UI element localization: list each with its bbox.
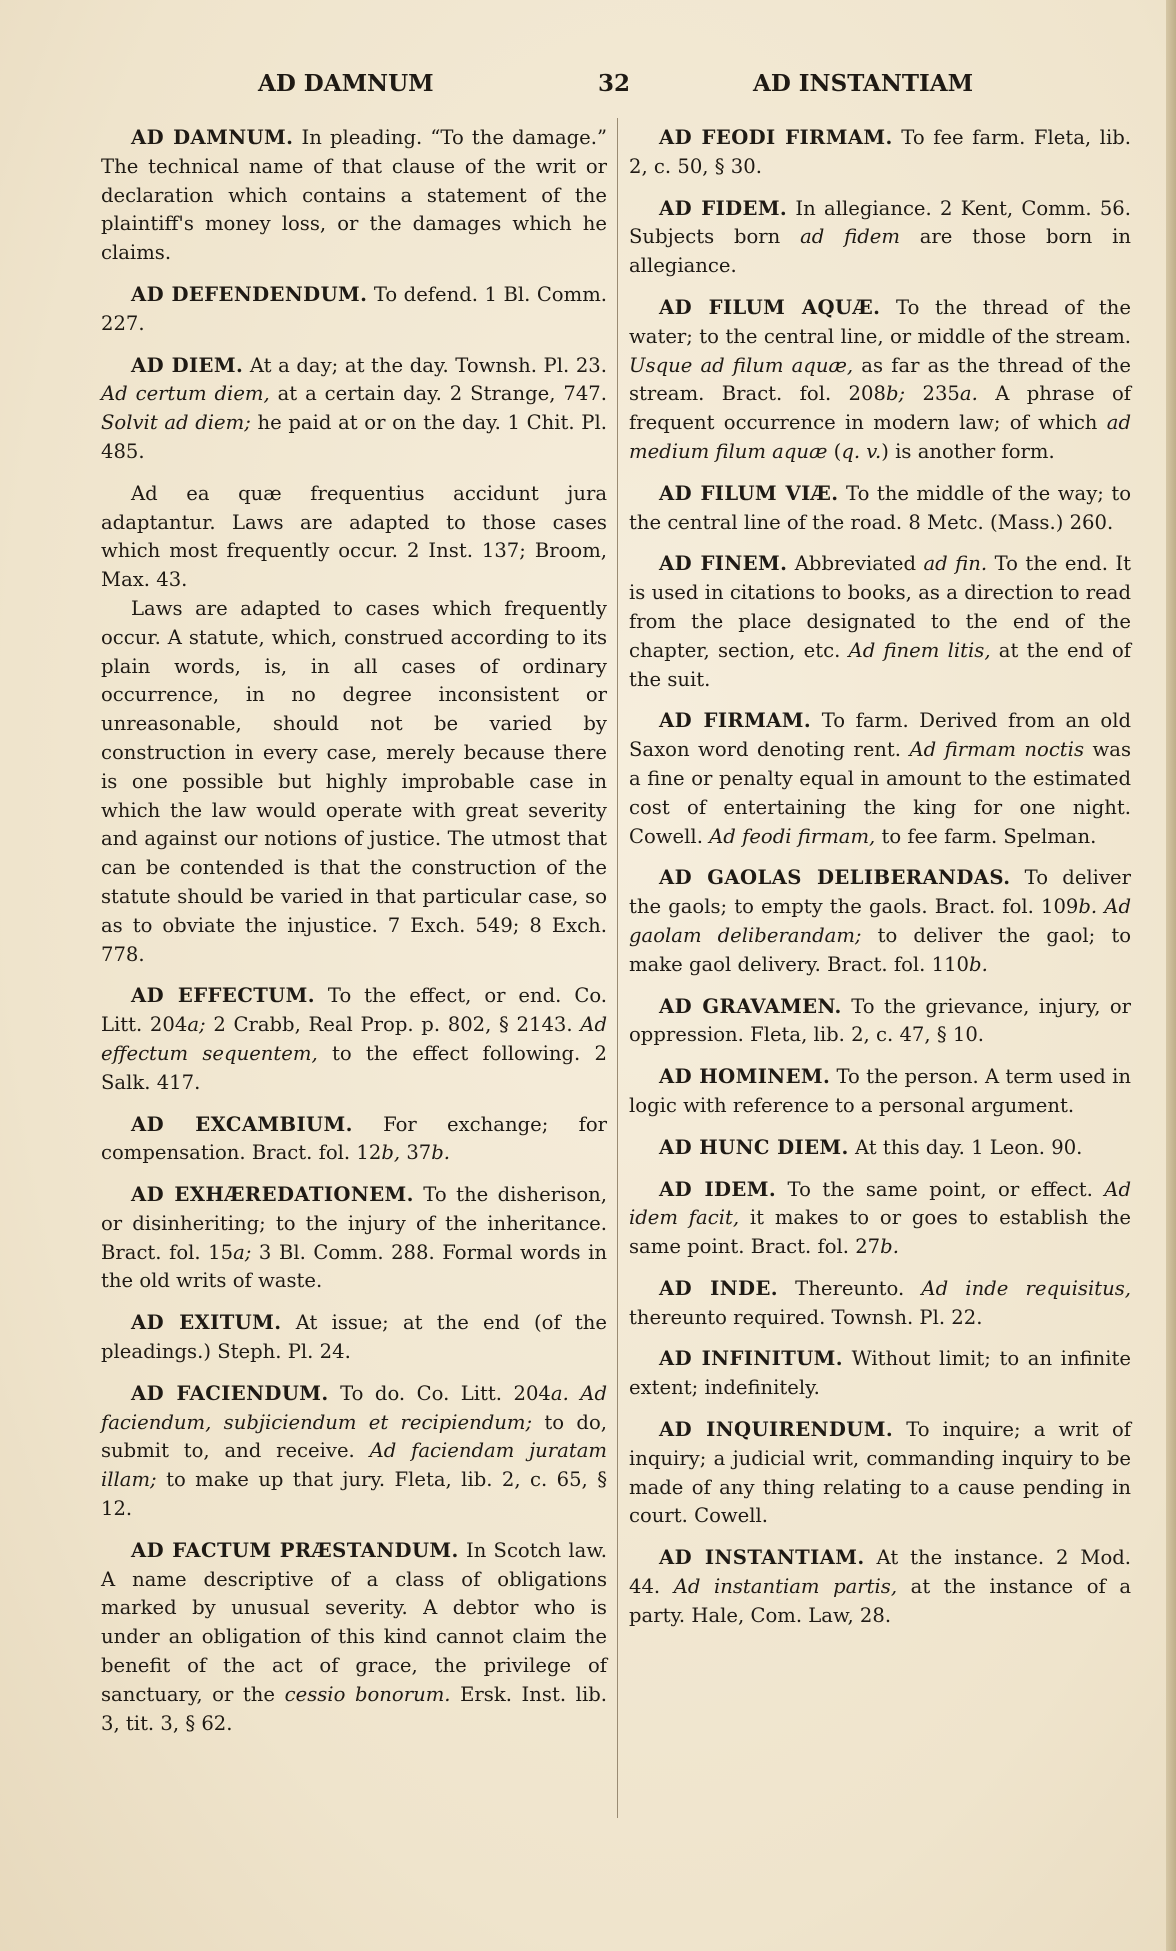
entry-text: At the instance. 2 Mod. 44.	[629, 1546, 1132, 1599]
dictionary-entry	[101, 352, 607, 467]
dictionary-entry	[101, 480, 607, 595]
entry-italic-text: Ad instantiam partis,	[673, 1575, 898, 1599]
entry-text: To the end. It is used in citations to books, as a direction to read from the place designated to the end of the chapter, section, etc.	[629, 552, 1132, 662]
entry-text: Abbreviated	[787, 552, 924, 576]
entry-text: at the end of the suit.	[629, 638, 1131, 691]
entry-italic-text: Ad feodi firmam,	[709, 824, 876, 848]
entry-text: thereunto required. Townsh. Pl. 22.	[629, 1305, 983, 1329]
entry-headword: AD FILUM AQUÆ.	[659, 295, 881, 319]
entry-text: To deliver the gaols; to empty the gaols. Bract. fol. 109	[629, 866, 1131, 919]
dictionary-entry	[101, 982, 607, 1097]
entry-headword: AD DIEM.	[131, 353, 244, 377]
entry-text: as far as the thread of the stream. Bract. fol. 208	[629, 353, 1132, 406]
entry-text: at a certain day. 2 Strange, 747.	[269, 382, 607, 406]
entry-headword: AD HOMINEM.	[659, 1065, 831, 1089]
dictionary-entry	[629, 1134, 1131, 1163]
entry-headword: AD HUNC DIEM.	[659, 1135, 849, 1159]
entry-italic-text: a;	[233, 1240, 252, 1264]
left-column	[101, 124, 607, 1751]
dictionary-entry	[629, 707, 1131, 851]
entry-italic-text: Ad certum diem,	[101, 382, 270, 406]
entry-text: ) is another form.	[881, 439, 1055, 463]
entry-italic-text: Usque ad filum aquæ,	[629, 353, 854, 377]
entry-italic-text: Ad faciendam juratam illam;	[101, 1439, 607, 1492]
entry-text: 3 Bl. Comm. 288. Formal words in the old writs of waste.	[101, 1240, 607, 1293]
dictionary-entry	[629, 1063, 1131, 1121]
entry-text: Thereunto.	[778, 1276, 922, 1300]
entry-headword: AD EFFECTUM.	[131, 984, 315, 1008]
entry-text: it makes to or goes to establish the same point. Bract. fol. 27	[629, 1206, 1131, 1259]
entry-headword: AD IDEM.	[659, 1177, 777, 1201]
dictionary-entry	[101, 1380, 607, 1524]
entry-text: To do. Co. Litt. 204	[328, 1381, 551, 1405]
entry-italic-text: Ad firmam noctis	[909, 738, 1085, 762]
right-column	[629, 124, 1131, 1644]
entry-text: In Scotch law. A name descriptive of a class of obligations marked by unusual severity. A debtor who is under an obligation of this kind cannot claim the benefit of the act of grace, the privilege of sanctuary, or the	[101, 1538, 608, 1706]
entry-text: For exchange; for compensation. Bract. fol. 12	[101, 1112, 607, 1165]
entry-headword: AD FEODI FIRMAM.	[659, 126, 893, 149]
entry-text: At issue; at the end (of the pleadings.) Steph. Pl. 24.	[101, 1311, 608, 1364]
entry-text: (	[827, 439, 842, 463]
entry-text: To inquire; a writ of inquiry; a judicial writ, commanding inquiry to be made of any thing relating to a cause pending in court. Cowell.	[629, 1418, 1131, 1528]
entry-italic-text: a;	[187, 1013, 206, 1037]
entry-text: At a day; at the day. Townsh. Pl. 23.	[243, 353, 607, 377]
dictionary-entry	[629, 864, 1131, 979]
entry-text: to deliver the gaol; to make gaol delivery. Bract. fol. 110	[629, 923, 1131, 976]
header-right-guideword: AD INSTANTIAM	[753, 70, 974, 97]
entry-headword: AD INSTANTIAM.	[659, 1546, 865, 1570]
entry-headword: AD GAOLAS DELIBERANDAS.	[659, 866, 1011, 890]
entry-headword: AD FIRMAM.	[659, 709, 812, 733]
entry-italic-text: Ad finem litis,	[848, 638, 991, 662]
running-header	[0, 70, 1176, 104]
entry-text: was a fine or penalty equal in amount to the estimated cost of entertaining the king for one night. Cowell.	[629, 738, 1131, 848]
entry-headword: AD INFINITUM.	[659, 1347, 843, 1371]
entry-text: To the middle of the way; to the central line of the road. 8 Metc. (Mass.) 260.	[629, 481, 1132, 534]
entry-text: Without limit; to an infinite extent; indefinitely.	[629, 1347, 1131, 1400]
dictionary-entry	[629, 124, 1131, 182]
header-left-guideword: AD DAMNUM	[258, 70, 434, 97]
entry-text: At this day. 1 Leon. 90.	[848, 1135, 1083, 1159]
entry-text: In allegiance. 2 Kent, Comm. 56. Subjects born	[629, 196, 1131, 249]
entry-headword: AD EXHÆREDATIONEM.	[131, 1183, 414, 1207]
entry-text: To defend. 1 Bl. Comm. 227.	[101, 282, 607, 335]
entry-text: he paid at or on the day. 1 Chit. Pl. 485.	[101, 411, 607, 463]
entry-text: are those born in allegiance.	[629, 225, 1131, 278]
dictionary-entry	[629, 1416, 1131, 1531]
entry-headword: AD EXITUM.	[131, 1311, 282, 1335]
entry-italic-text: ad fidem	[800, 225, 900, 249]
dictionary-entry	[629, 294, 1131, 467]
dictionary-entry	[629, 1275, 1131, 1333]
dictionary-entry	[101, 281, 607, 339]
dictionary-entry	[101, 124, 607, 268]
entry-text: To fee farm. Fleta, lib. 2, c. 50, § 30.	[629, 126, 1131, 178]
entry-italic-text: q. v.	[841, 439, 882, 463]
entry-italic-text: ad fin.	[923, 552, 988, 576]
dictionary-entry	[629, 1544, 1131, 1630]
entry-headword: AD FACIENDUM.	[131, 1381, 329, 1405]
page-number: 32	[598, 70, 631, 97]
entry-text: to fee farm. Spelman.	[875, 824, 1097, 848]
entry-text: at the instance of a party. Hale, Com. Law, 28.	[629, 1575, 1132, 1627]
entry-italic-text: b.	[431, 1141, 451, 1165]
dictionary-entry	[629, 1345, 1131, 1403]
entry-italic-text: Solvit ad diem;	[101, 411, 251, 435]
entry-text: To farm. Derived from an old Saxon word denoting rent.	[629, 709, 1132, 762]
dictionary-entry	[101, 1111, 607, 1169]
entry-text: to make up that jury. Fleta, lib. 2, c. 65, § 12.	[101, 1468, 607, 1521]
entry-headword: AD INDE.	[659, 1276, 778, 1300]
dictionary-entry	[629, 993, 1131, 1051]
dictionary-entry	[629, 550, 1131, 694]
dictionary-entry	[101, 595, 607, 969]
dictionary-entry	[629, 480, 1131, 538]
entry-text: To the effect, or end. Co. Litt. 204	[101, 984, 607, 1037]
entry-italic-text: Ad gaolam deliberandam;	[629, 895, 1131, 947]
entry-headword: AD EXCAMBIUM.	[131, 1112, 353, 1136]
entry-headword: AD INQUIRENDUM.	[659, 1418, 894, 1442]
entry-headword: AD FINEM.	[659, 552, 788, 576]
dictionary-entry	[101, 1181, 607, 1296]
entry-text: to the effect following. 2 Salk. 417.	[101, 1041, 607, 1094]
entry-headword: AD FIDEM.	[659, 196, 788, 220]
entry-text: To the disherison, or disinheriting; to the injury of the inheritance. Bract. fol. 15	[101, 1183, 608, 1264]
entry-text: To the grievance, injury, or oppression. Fleta, lib. 2, c. 47, § 10.	[629, 994, 1131, 1047]
entry-headword: AD FACTUM PRÆSTANDUM.	[131, 1538, 459, 1562]
entry-text: A phrase of frequent occurrence in modern law; of which	[629, 382, 1132, 435]
dictionary-entry	[629, 1176, 1131, 1262]
entry-italic-text: b.	[969, 952, 988, 976]
entry-italic-text: a.	[959, 382, 978, 406]
entry-italic-text: cessio bonorum.	[284, 1682, 451, 1706]
dictionary-entry	[101, 1537, 607, 1739]
dictionary-entry	[629, 195, 1131, 281]
entry-italic-text: b,	[381, 1141, 401, 1165]
entry-headword: AD DAMNUM.	[131, 126, 294, 149]
entry-text: 2 Crabb, Real Prop. p. 802, § 2143.	[205, 1013, 581, 1037]
entry-italic-text: b.	[1078, 895, 1098, 919]
page-edge	[1166, 0, 1176, 1951]
entry-headword: AD GRAVAMEN.	[659, 994, 842, 1018]
entry-text: To the thread of the water; to the central line, or middle of the stream.	[629, 295, 1131, 348]
entry-text: Ad ea quæ frequentius accidunt jura adaptantur. Laws are adapted to those cases which most frequently occur. 2 Inst. 137; Broom, Max. 43.	[101, 481, 607, 592]
entry-italic-text: b;	[885, 382, 906, 406]
dictionary-entry	[101, 1309, 607, 1367]
entry-italic-text: a. Ad faciendum, subjiciendum et recipiendum;	[101, 1381, 607, 1434]
entry-text: In pleading. “To the damage.” The technical name of that clause of the writ or declaration which contains a statement of the plaintiff's money loss, or the damages which he claims.	[101, 126, 608, 265]
entry-italic-text: Ad effectum sequentem,	[101, 1013, 607, 1065]
entry-italic-text: ad medium filum aquæ	[629, 411, 1131, 463]
entry-text: Ersk. Inst. lib. 3, tit. 3, § 62.	[101, 1682, 607, 1735]
entry-headword: AD DEFENDENDUM.	[131, 282, 368, 306]
entry-italic-text: Ad inde requisitus,	[921, 1276, 1131, 1300]
entry-text: to do, submit to, and receive.	[101, 1410, 607, 1463]
entry-headword: AD FILUM VIÆ.	[659, 481, 839, 505]
entry-text: Laws are adapted to cases which frequently occur. A statute, which, construed according to its plain words, is, in all cases of ordinary occurrence, in no degree inconsistent or unreasonable, should not be varied by construction in every case, merely because there is one possible but highly improbable case in which the law would operate with great severity and against our notions of justice. The utmost that can be contended is that the construction of the statute should be varied in that particular case, so as to obviate the injustice. 7 Exch. 549; 8 Exch. 778.	[101, 596, 607, 966]
entry-text: 235	[905, 382, 960, 406]
entry-text: To the same point, or effect.	[776, 1177, 1105, 1201]
entry-text: 37	[400, 1141, 432, 1165]
entry-italic-text: Ad idem facit,	[629, 1177, 1131, 1230]
column-divider	[617, 118, 618, 1818]
entry-text: To the person. A term used in logic with reference to a personal argument.	[629, 1065, 1131, 1117]
entry-italic-text: b.	[880, 1235, 899, 1259]
